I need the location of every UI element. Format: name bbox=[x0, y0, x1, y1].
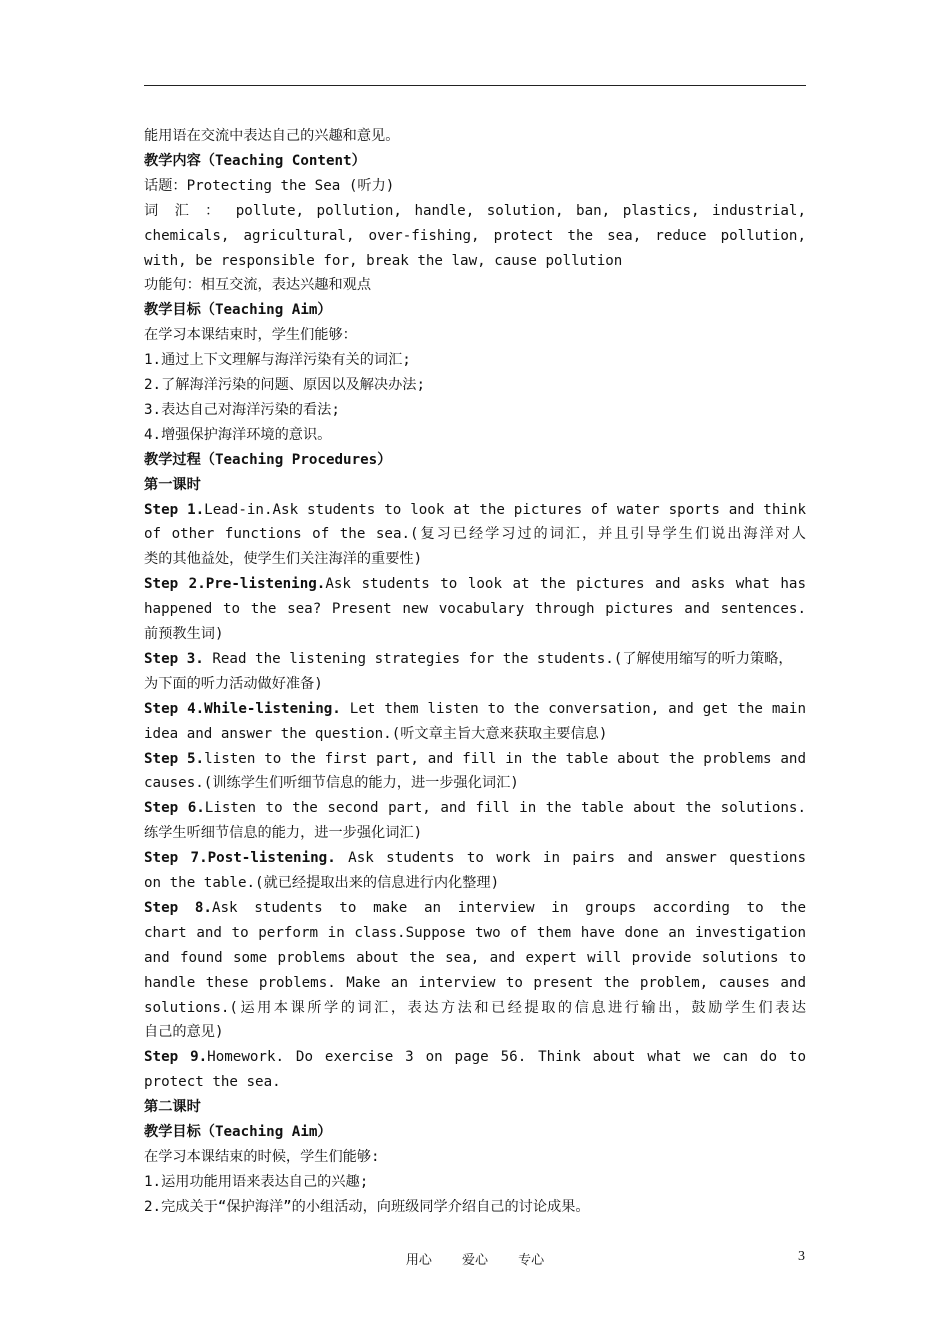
step-4: Step 4.While-listening. Let them listen to the conversation, and get the main bbox=[144, 700, 806, 717]
function-sentence: 功能句：相互交流，表达兴趣和观点 bbox=[144, 277, 372, 294]
step-9-cont: protect the sea. bbox=[144, 1074, 281, 1091]
list-item: 2.了解海洋污染的问题、原因以及解决办法; bbox=[144, 377, 426, 394]
step-9: Step 9.Homework. Do exercise 3 on page 56. Think about what we can do to bbox=[144, 1049, 806, 1066]
step-label: Step 1. bbox=[144, 501, 205, 518]
step-label: Step 2.Pre-listening. bbox=[144, 576, 326, 593]
step-label: Step 8. bbox=[144, 899, 212, 916]
step-2-cont: 前预教生词) bbox=[144, 626, 224, 643]
step-5-cont: causes.(训练学生们听细节信息的能力，进一步强化词汇) bbox=[144, 775, 519, 792]
step-5: Step 5.listen to the first part, and fill in the table about the problems and bbox=[144, 750, 806, 767]
topic-line: 话题：Protecting the Sea (听力) bbox=[144, 177, 395, 194]
document-body bbox=[144, 124, 806, 1220]
lesson-heading: 第一课时 bbox=[144, 476, 201, 493]
lesson-heading: 第二课时 bbox=[144, 1099, 201, 1116]
vocabulary-line: chemicals, agricultural, over-fishing, protect the sea, reduce pollution, bbox=[144, 227, 806, 244]
step-3: Step 3. Read the listening strategies for the students.(了解使用缩写的听力策略， bbox=[144, 650, 793, 667]
step-label: Step 4.While-listening. bbox=[144, 700, 341, 717]
step-7: Step 7.Post-listening. Ask students to work in pairs and answer questions bbox=[144, 850, 806, 867]
step-8-cont: 自己的意见) bbox=[144, 1024, 224, 1041]
step-8-cont: and found some problems about the sea, and expert will provide solutions to bbox=[144, 949, 806, 966]
list-item: 4.增强保护海洋环境的意识。 bbox=[144, 426, 332, 443]
vocabulary-line: with, be responsible for, break the law, cause pollution bbox=[144, 252, 623, 269]
page-number: 3 bbox=[798, 1249, 805, 1264]
step-7-cont: on the table.(就已经提取出来的信息进行内化整理) bbox=[144, 875, 500, 892]
step-1: Step 1.Lead-in.Ask students to look at the pictures of water sports and think bbox=[144, 501, 806, 518]
section-heading: 教学目标（Teaching Aim） bbox=[144, 1124, 332, 1140]
section-heading: 教学目标（Teaching Aim） bbox=[144, 302, 332, 319]
step-2-cont: happened to the sea? Present new vocabulary through pictures and sentences. bbox=[144, 601, 806, 618]
footer-slogan: 用心 爱心 专心 bbox=[405, 1253, 545, 1268]
step-8-cont: chart and to perform in class.Suppose two of them have done an investigation bbox=[144, 924, 806, 941]
section-heading: 教学内容（Teaching Content） bbox=[144, 152, 366, 169]
paragraph: 能用语在交流中表达自己的兴趣和意见。 bbox=[144, 128, 400, 144]
header-rule bbox=[144, 85, 806, 86]
step-3-cont: 为下面的听力活动做好准备) bbox=[144, 675, 323, 692]
step-8: Step 8.Ask students to make an interview in groups according to the bbox=[144, 899, 806, 916]
step-2: Step 2.Pre-listening.Ask students to look at the pictures and asks what has bbox=[144, 576, 806, 593]
step-label: Step 6. bbox=[144, 800, 205, 817]
step-6-cont: 练学生听细节信息的能力，进一步强化词汇) bbox=[144, 825, 423, 842]
paragraph: 在学习本课结束时，学生们能够： bbox=[144, 327, 357, 344]
step-label: Step 5. bbox=[144, 750, 205, 767]
step-label: Step 3. bbox=[144, 650, 204, 667]
step-label: Step 9. bbox=[144, 1049, 208, 1066]
list-item: 1.运用功能用语来表达自己的兴趣; bbox=[144, 1173, 369, 1190]
paragraph: 在学习本课结束的时候，学生们能够: bbox=[144, 1148, 380, 1165]
step-1-cont: 类的其他益处，使学生们关注海洋的重要性) bbox=[144, 551, 423, 568]
step-8-cont: solutions.(运用本课所学的词汇，表达方法和已经提取的信息进行输出，鼓励学生们表达 bbox=[144, 999, 806, 1016]
list-item: 2.完成关于“保护海洋”的小组活动，向班级同学介绍自己的讨论成果。 bbox=[144, 1198, 590, 1215]
step-6: Step 6.Listen to the second part, and fill in the table about the solutions. bbox=[144, 800, 806, 817]
list-item: 3.表达自己对海洋污染的看法; bbox=[144, 401, 340, 418]
step-8-cont: handle these problems. Make an interview to present the problem, causes and bbox=[144, 974, 806, 991]
step-1-cont: of other functions of the sea.(复习已经学习过的词汇，并且引导学生们说出海洋对人 bbox=[144, 526, 806, 543]
step-4-cont: idea and answer the question.(听文章主旨大意来获取主要信息) bbox=[144, 725, 608, 742]
step-label: Step 7.Post-listening. bbox=[144, 850, 336, 867]
list-item: 1.通过上下文理解与海洋污染有关的词汇; bbox=[144, 352, 411, 369]
vocabulary-line: 词 汇 ： pollute, pollution, handle, solution, ban, plastics, industrial, bbox=[144, 202, 806, 219]
section-heading: 教学过程（Teaching Procedures） bbox=[144, 451, 392, 468]
